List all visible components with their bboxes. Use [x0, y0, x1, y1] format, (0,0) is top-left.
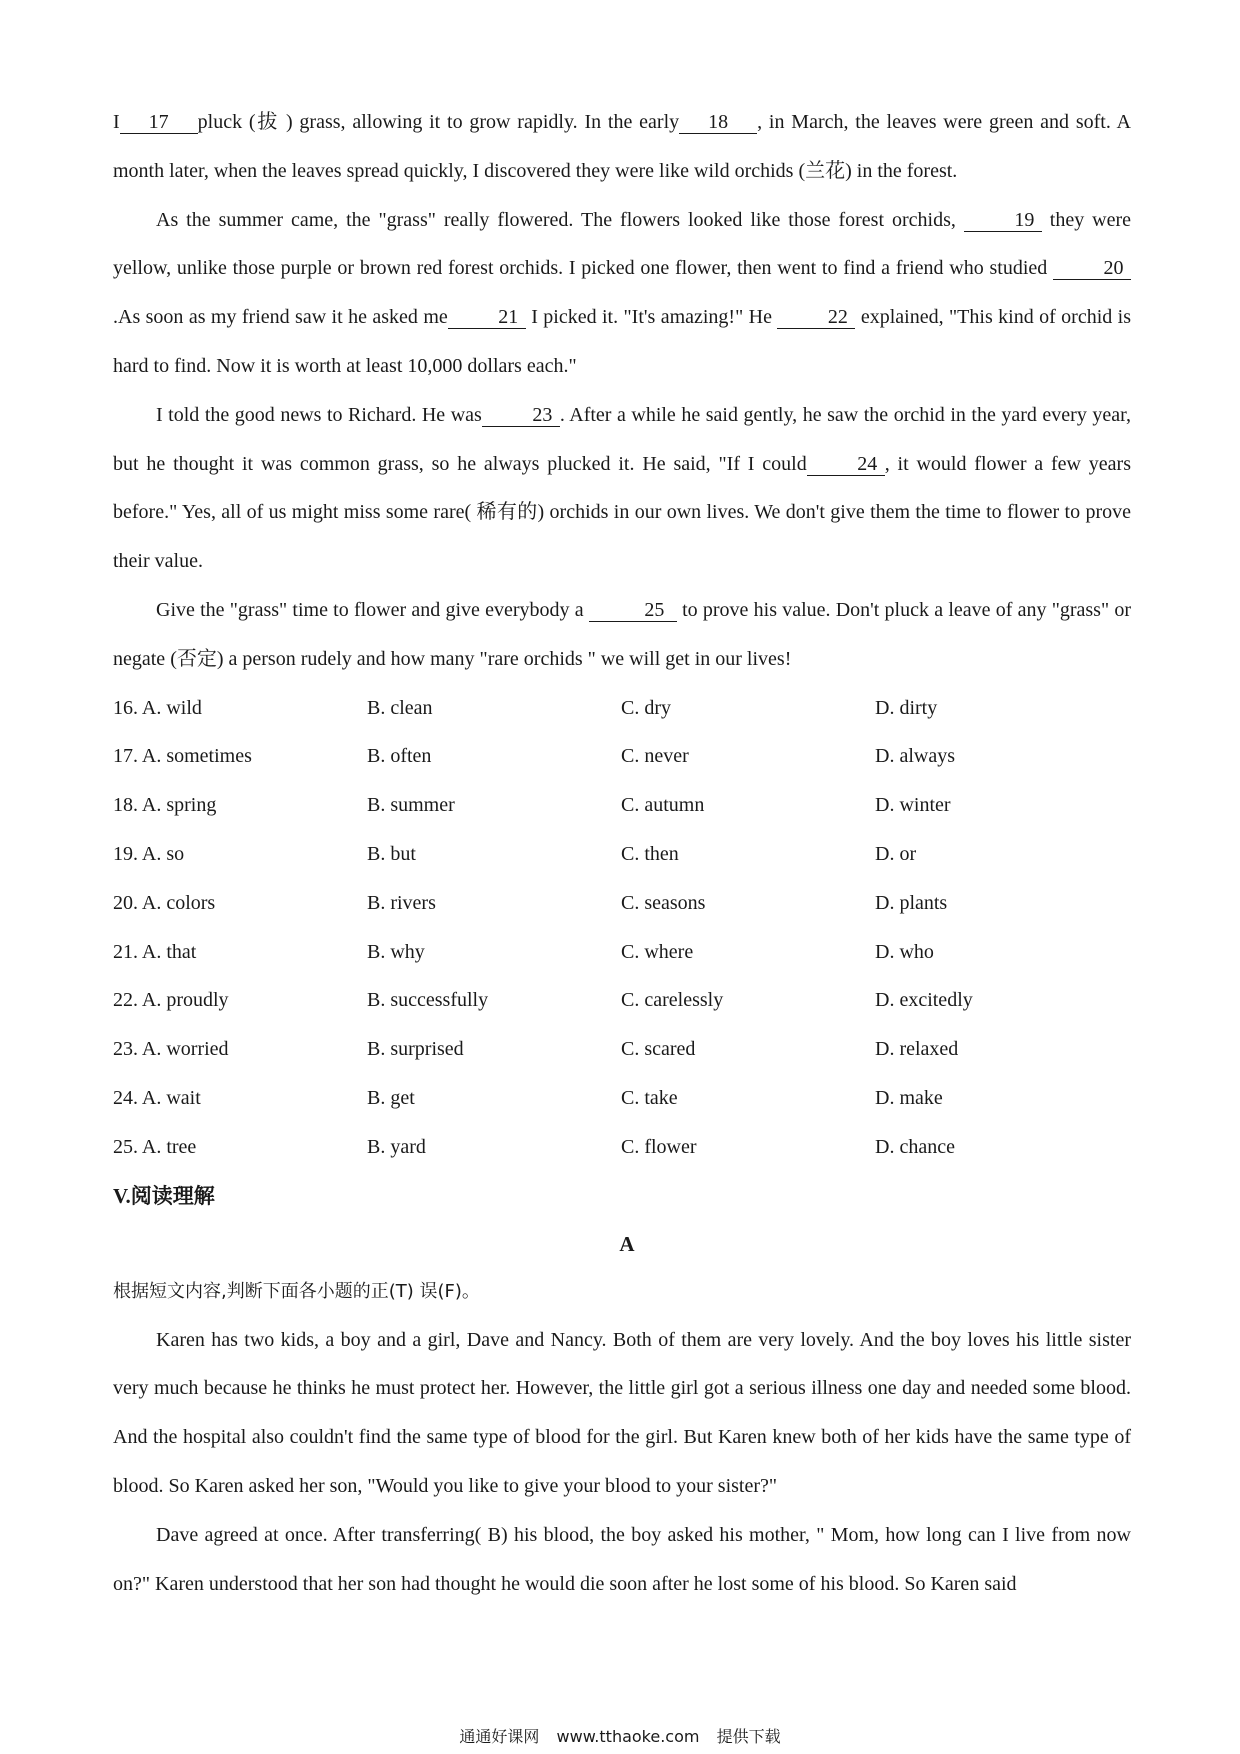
- option-c: C. dry: [621, 696, 671, 719]
- option-d: D. always: [875, 745, 955, 768]
- text-run: to prove his value. Don't pluck a leave of any "grass" or negate (否定) a person rudely and how many "rare orchids " we will get in our lives!: [113, 598, 1132, 670]
- footer-site-name: 通通好课网: [459, 1727, 540, 1746]
- option-b: B. why: [367, 940, 425, 963]
- option-b: B. summer: [367, 794, 455, 817]
- blank-21: 21: [448, 306, 526, 329]
- option-b: B. but: [367, 842, 416, 865]
- text-run: . After a while he said gently, he saw the orchid in the yard every year, but he thought it was common grass, so he always plucked it. He said, "If I could: [113, 403, 1131, 475]
- text-run: they were yellow, unlike those purple or brown red forest orchids. I picked one flower, then went to find a friend who studied: [113, 208, 1132, 280]
- passage-paragraph-3: [113, 391, 1131, 586]
- option-a: 20. A. colors: [113, 891, 216, 914]
- text-run: I told the good news to Richard. He was: [156, 403, 482, 426]
- option-row-18: [113, 781, 1131, 830]
- option-row-22: [113, 976, 1131, 1025]
- blank-19: 19: [964, 209, 1042, 232]
- option-d: D. dirty: [875, 696, 938, 719]
- reading-paragraph-1: Karen has two kids, a boy and a girl, Dave and Nancy. Both of them are very lovely. And the boy loves his little sister very much because he thinks he must protect her. However, the little girl got a serious illness one day and needed some blood. And the hospital also couldn't find the same type of blood for the girl. But Karen knew both of her kids have the same type of blood. So Karen asked her son, "Would you like to give your blood to your sister?": [113, 1328, 1131, 1497]
- text-run: , in March, the leaves were green and soft. A month later, when the leaves spread quickly, I discovered they were like wild orchids (兰花) in the forest.: [113, 111, 1131, 182]
- blank-20: 20: [1053, 257, 1131, 280]
- blank-18: 18: [679, 111, 757, 134]
- option-row-21: [113, 928, 1131, 977]
- text-run: I: [113, 111, 120, 133]
- option-a: 22. A. proudly: [113, 989, 229, 1012]
- text-run: pluck (拔 ) grass, allowing it to grow rapidly. In the early: [197, 111, 680, 133]
- option-row-16: [113, 684, 1131, 733]
- footer-note: 提供下载: [716, 1727, 781, 1746]
- instruction-text: 根据短文内容,判断下面各小题的正(T) 误(F)。: [113, 1280, 480, 1302]
- option-c: C. never: [621, 745, 689, 768]
- blank-25: 25: [589, 599, 677, 622]
- option-a: 17. A. sometimes: [113, 745, 252, 768]
- option-b: B. surprised: [367, 1038, 464, 1061]
- text-run: As the summer came, the "grass" really flowered. The flowers looked like those forest orchids,: [156, 208, 956, 231]
- option-row-23: [113, 1025, 1131, 1074]
- option-c: C. where: [621, 940, 694, 963]
- option-a: 24. A. wait: [113, 1086, 201, 1109]
- option-b: B. yard: [367, 1135, 426, 1158]
- option-row-24: [113, 1074, 1131, 1123]
- text-run: .As soon as my friend saw it he asked me: [113, 306, 448, 329]
- passage-paragraph-2: [113, 196, 1131, 391]
- footer-url[interactable]: www.tthaoke.com: [556, 1727, 700, 1746]
- option-b: B. clean: [367, 696, 433, 719]
- text-run: I picked it. "It's amazing!" He: [531, 306, 772, 329]
- option-a: 18. A. spring: [113, 794, 217, 817]
- option-a: 16. A. wild: [113, 696, 202, 719]
- page-footer: [0, 1724, 1240, 1747]
- option-d: D. relaxed: [875, 1038, 959, 1061]
- option-a: 25. A. tree: [113, 1135, 197, 1158]
- section-title: V.阅读理解: [113, 1183, 215, 1208]
- option-b: B. get: [367, 1086, 415, 1109]
- passage-paragraph-1: [113, 98, 1131, 196]
- option-a: 21. A. that: [113, 940, 197, 963]
- blank-22: 22: [777, 306, 855, 329]
- option-d: D. make: [875, 1086, 943, 1109]
- option-c: C. carelessly: [621, 989, 724, 1012]
- option-a: 23. A. worried: [113, 1038, 229, 1061]
- option-c: C. flower: [621, 1135, 697, 1158]
- option-c: C. scared: [621, 1038, 696, 1061]
- option-row-25: [113, 1123, 1131, 1172]
- option-row-17: [113, 732, 1131, 781]
- answer-options: [113, 684, 1131, 1172]
- option-a: 19. A. so: [113, 842, 185, 865]
- blank-23: 23: [482, 404, 560, 427]
- option-d: D. excitedly: [875, 989, 973, 1012]
- text-run: , it would flower a few years before." Yes, all of us might miss some rare( 稀有的) orchids in our own lives. We don't give them the time to flower to prove their value.: [113, 452, 1132, 573]
- option-d: D. plants: [875, 891, 948, 914]
- document-page: [113, 98, 1131, 1608]
- text-run: Give the "grass" time to flower and give everybody a: [156, 598, 584, 621]
- option-b: B. rivers: [367, 891, 436, 914]
- text-run: explained, "This kind of orchid is hard to find. Now it is worth at least 10,000 dollars each.": [113, 306, 1132, 377]
- option-d: D. or: [875, 842, 917, 865]
- blank-24: 24: [807, 453, 885, 476]
- option-c: C. take: [621, 1086, 678, 1109]
- blank-17: 17: [120, 111, 198, 134]
- option-c: C. then: [621, 842, 679, 865]
- option-c: C. seasons: [621, 891, 706, 914]
- passage-paragraph-4: [113, 586, 1131, 684]
- option-row-19: [113, 830, 1131, 879]
- option-b: B. often: [367, 745, 432, 768]
- option-c: C. autumn: [621, 794, 705, 817]
- reading-paragraph-2: Dave agreed at once. After transferring( B) his blood, the boy asked his mother, " Mom, how long can I live from now on?" Karen understood that her son had thought he would die soon after he lost some of his blood. So Karen said: [113, 1523, 1131, 1595]
- option-d: D. winter: [875, 794, 951, 817]
- option-d: D. who: [875, 940, 934, 963]
- section-letter: A: [619, 1231, 635, 1256]
- option-b: B. successfully: [367, 989, 489, 1012]
- option-d: D. chance: [875, 1135, 955, 1158]
- option-row-20: [113, 879, 1131, 928]
